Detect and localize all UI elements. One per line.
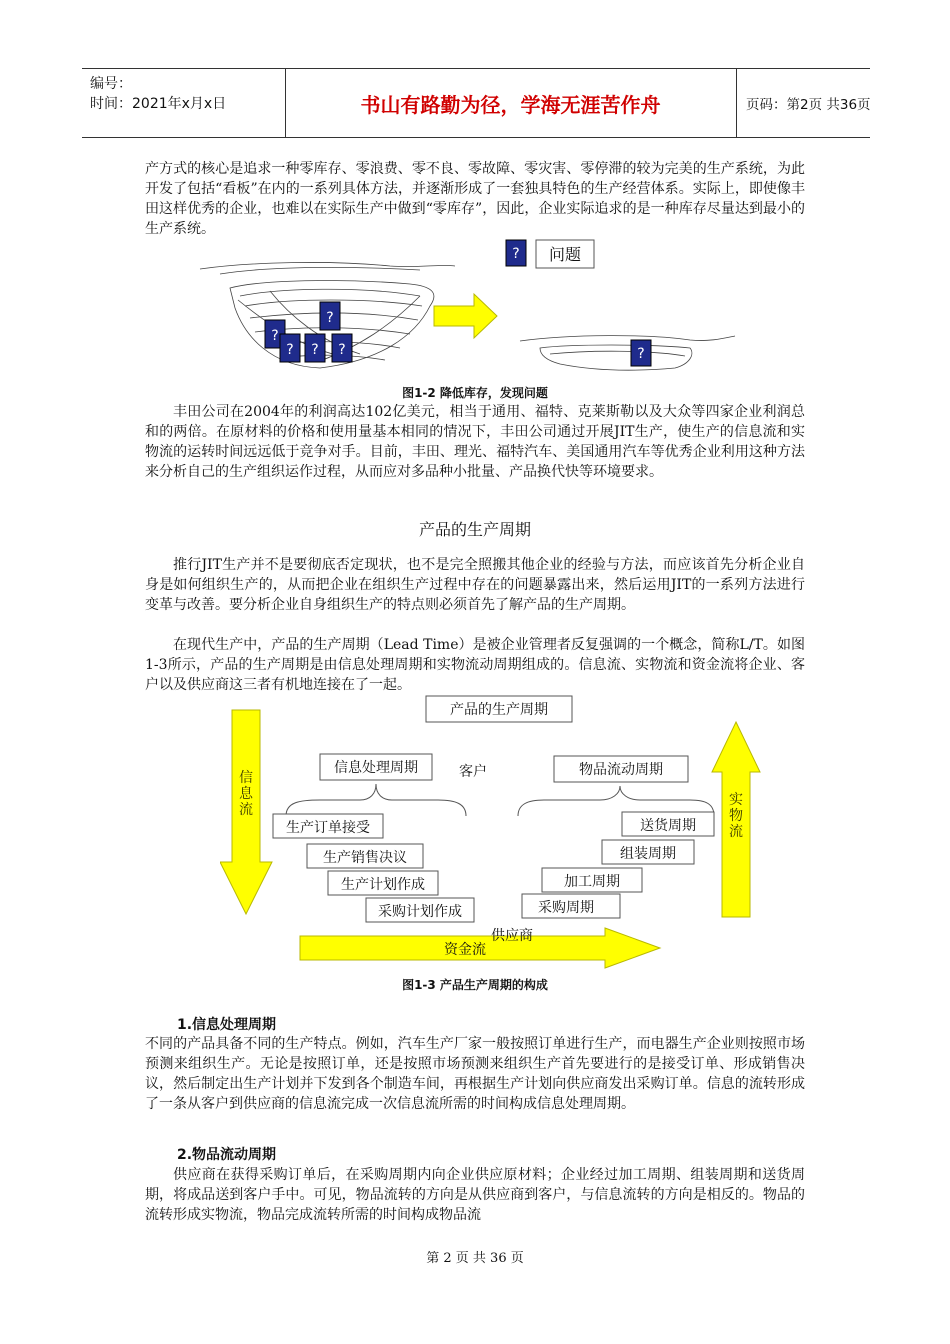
goods-flow-char: 流 [729,824,743,840]
page-footer: 第 2 页 共 36 页 [426,1251,524,1266]
problem-box-mark: ? [338,342,346,358]
paragraph-goods-cycle: 供应商在获得采购订单后，在采购周期内向企业供应原材料；企业经过加工周期、组装周期和送货周期，将成品送到客户手中。可见，物品流转的方向是从供应商到客户，与信息流转的方向是相反的。物品的流转形成实物流，物品完成流转所需的时间构成物品流 [145,1167,805,1223]
hidden-problem-boxes [265,302,352,362]
info-flow-char: 流 [239,802,253,818]
step-delivery: 送货周期 [640,818,696,834]
section-title: 产品的生产周期 [418,520,531,539]
heading-goods-cycle: 2.物品流动周期 [177,1147,277,1163]
page-header [82,68,870,138]
paragraph-intro: 产方式的核心是追求一种零库存、零浪费、零不良、零故障、零灾害、零停滞的较为完美的生产系统，为此开发了包括“看板”在内的一系列具体方法，并逐渐形成了一套独具特色的生产经营体系。实际上，即使像丰田这样优秀的企业，也难以在实际生产中做到“零库存”，因此，企业实际追求的是一种库存尽量达到最小的生产系统。 [145,161,805,237]
lowered-water-lines [520,336,735,370]
step-order-accept: 生产订单接受 [286,820,370,836]
header-number: 编号： [90,76,132,92]
supplier-label: 供应商 [491,928,533,944]
paragraph-info-cycle: 不同的产品具备不同的生产特点。例如，汽车生产厂家一般按照订单进行生产，而电器生产企业则按照市场预测来组织生产。无论是按照订单，还是按照市场预测来组织生产首先要进行的是接受订单、形成销售决议，然后制定出生产计划并下发到各个制造车间，再根据生产计划向供应商发出采购订单。信息的流转形成了一条从客户到供应商的信息流完成一次信息流所需的时间构成信息处理周期。 [145,1036,805,1112]
problem-box-mark: ? [637,346,645,362]
header-motto: 书山有路勤为径，学海无涯苦作舟 [285,69,737,137]
info-flow-char: 信 [239,770,253,786]
header-date: 时间：2021年x月x日 [90,96,227,112]
figure-lead-time-structure [220,692,780,972]
cash-flow-label: 资金流 [444,942,486,958]
heading-info-cycle: 1.信息处理周期 [177,1017,277,1033]
problem-box-mark: ? [271,328,279,344]
problem-box-mark: ? [311,342,319,358]
step-purchase: 采购周期 [538,900,594,916]
figure-1-2-caption: 图1-2 降低库存，发现问题 [402,386,548,400]
paragraph-toyota: 丰田公司在2004年的利润高达102亿美元，相当于通用、福特、克莱斯勒以及大众等四家企业利润总和的两倍。在原材料的价格和使用量基本相同的情况下，丰田公司通过开展JIT生产，使生产的信息流和实物流的运转时间远远低于竞争对手。目前，丰田、理光、福特汽车、美国通用汽车等优秀企业利用这种方法来分析自己的生产组织运作过程，从而应对多品种小批量、产品换代快等环境要求。 [145,404,805,480]
step-assembly: 组装周期 [620,846,676,862]
goods-cycle-label: 物品流动周期 [579,762,663,778]
right-arrow-icon [434,294,497,338]
goods-flow-char: 实 [729,792,743,808]
header-meta [82,69,286,137]
info-cycle-label: 信息处理周期 [334,760,418,776]
step-production-plan: 生产计划作成 [341,877,425,893]
step-purchase-plan: 采购计划作成 [378,904,462,920]
figure-inventory-water [190,236,810,386]
step-processing: 加工周期 [564,874,620,890]
lead-time-title: 产品的生产周期 [450,702,548,718]
left-bracket [286,784,466,816]
step-sales-decision: 生产销售决议 [323,850,407,866]
problem-box-mark: ? [286,342,294,358]
info-flow-char: 息 [239,786,253,802]
paragraph-lead-time: 在现代生产中，产品的生产周期（Lead Time）是被企业管理者反复强调的一个概念，简称L/T。如图1-3所示，产品的生产周期是由信息处理周期和实物流动周期组成的。信息流、实物流和资金流将企业、客户以及供应商这三者有机地连接在了一起。 [145,637,805,693]
goods-flow-char: 物 [729,808,743,824]
problem-box-mark: ? [512,246,520,262]
header-page-info: 页码：第2页 共36页 [746,97,871,113]
customer-label: 客户 [459,764,487,780]
paragraph-jit: 推行JIT生产并不是要彻底否定现状，也不是完全照搬其他企业的经验与方法，而应该首先分析企业自身是如何组织生产的，从而把企业在组织生产过程中存在的问题暴露出来，然后运用JIT的一系列方法进行变革与改善。要分析企业自身组织生产的特点则必须首先了解产品的生产周期。 [145,557,805,613]
figure-1-3-caption: 图1-3 产品生产周期的构成 [402,978,548,992]
problem-box-mark: ? [326,310,334,326]
problem-label: 问题 [548,245,582,264]
